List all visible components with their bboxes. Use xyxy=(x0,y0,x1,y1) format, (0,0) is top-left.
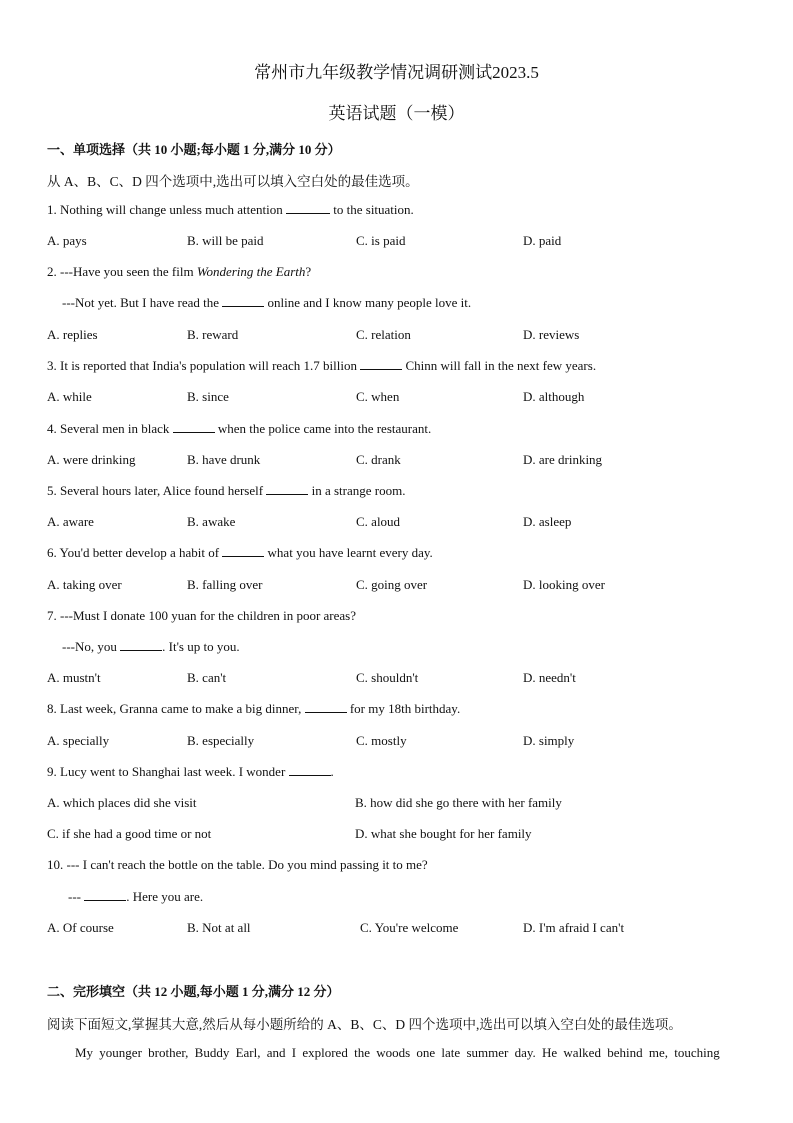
option-d: D. what she bought for her family xyxy=(355,826,532,841)
option-a: A. Of course xyxy=(47,920,114,935)
exam-title: 常州市九年级教学情况调研测试2023.5 xyxy=(254,63,539,82)
answer-blank xyxy=(266,483,308,495)
question-7 xyxy=(47,608,356,624)
option-d: D. although xyxy=(523,389,585,404)
question-5-stem-end: in a strange room. xyxy=(311,483,406,498)
option-c: C. aloud xyxy=(356,514,401,529)
answer-blank xyxy=(222,295,264,307)
question-2-options xyxy=(47,327,747,345)
option-a: A. were drinking xyxy=(47,452,136,467)
question-9-stem-end: . xyxy=(330,764,334,779)
section1-instruction: 从 A、B、C、D 四个选项中,选出可以填入空白处的最佳选项。 xyxy=(47,174,419,189)
option-c: C. is paid xyxy=(356,233,406,248)
question-4-options xyxy=(47,452,747,470)
question-1-options xyxy=(47,233,747,251)
question-9-stem: 9. Lucy went to Shanghai last week. I wonder xyxy=(47,764,286,779)
option-a: A. taking over xyxy=(47,577,122,592)
section1-heading: 一、单项选择（共 10 小题;每小题 1 分,满分 10 分） xyxy=(47,142,341,157)
option-b: B. will be paid xyxy=(187,233,264,248)
question-2-stem-end: ? xyxy=(305,264,312,279)
question-7-stem: 7. ---Must I donate 100 yuan for the children in poor areas? xyxy=(47,608,357,623)
question-6-stem-end: what you have learnt every day. xyxy=(267,545,433,560)
exam-subtitle: 英语试题（一模） xyxy=(328,104,465,123)
question-9-options-row1 xyxy=(47,795,747,813)
option-c: C. when xyxy=(356,389,400,404)
question-1-stem: 1. Nothing will change unless much attention xyxy=(47,202,283,217)
question-6-options xyxy=(47,577,747,595)
option-d: D. needn't xyxy=(523,670,576,685)
option-a: A. mustn't xyxy=(47,670,101,685)
question-3-stem: 3. It is reported that India's population will reach 1.7 billion xyxy=(47,358,357,373)
answer-blank xyxy=(173,421,215,433)
option-c: C. You're welcome xyxy=(360,920,459,935)
option-b: B. Not at all xyxy=(187,920,251,935)
question-10-reply xyxy=(68,889,203,905)
section2-heading: 二、完形填空（共 12 小题,每小题 1 分,满分 12 分） xyxy=(47,984,340,999)
question-4 xyxy=(47,421,431,437)
answer-blank xyxy=(289,764,331,776)
option-c: C. mostly xyxy=(356,733,407,748)
option-d: D. reviews xyxy=(523,327,580,342)
question-1 xyxy=(47,202,414,218)
question-2-stem: 2. ---Have you seen the film xyxy=(47,264,197,279)
question-9 xyxy=(47,764,334,780)
question-3 xyxy=(47,358,596,374)
question-2-reply-end: online and I know many people love it. xyxy=(267,295,472,310)
option-b: B. how did she go there with her family xyxy=(355,795,562,810)
question-8-stem: 8. Last week, Granna came to make a big dinner, xyxy=(47,701,302,716)
option-a: A. aware xyxy=(47,514,94,529)
film-title: Wondering the Earth xyxy=(196,264,306,279)
cloze-passage: My younger brother, Buddy Earl, and I explored the woods one late summer day. He walked behind me, touching xyxy=(75,1045,720,1060)
option-c: C. going over xyxy=(356,577,428,592)
option-b: B. reward xyxy=(187,327,239,342)
question-6 xyxy=(47,545,433,561)
option-b: B. have drunk xyxy=(187,452,261,467)
question-10-stem: 10. --- I can't reach the bottle on the table. Do you mind passing it to me? xyxy=(47,857,428,872)
question-6-stem: 6. You'd better develop a habit of xyxy=(47,545,220,560)
question-3-stem-end: Chinn will fall in the next few years. xyxy=(405,358,597,373)
question-10-options xyxy=(47,920,747,938)
question-7-reply-start: ---No, you xyxy=(62,639,117,654)
answer-blank xyxy=(286,202,330,214)
option-a: A. while xyxy=(47,389,92,404)
option-c: C. drank xyxy=(356,452,401,467)
question-10-reply-start: --- xyxy=(68,889,81,904)
question-4-stem-end: when the police came into the restaurant. xyxy=(217,421,432,436)
answer-blank xyxy=(120,639,162,651)
question-7-reply-end: . It's up to you. xyxy=(162,639,240,654)
question-2-reply-start: ---Not yet. But I have read the xyxy=(62,295,220,310)
question-2 xyxy=(47,264,311,280)
option-d: D. are drinking xyxy=(523,452,603,467)
answer-blank xyxy=(360,358,402,370)
option-a: A. replies xyxy=(47,327,98,342)
option-d: D. looking over xyxy=(523,577,605,592)
option-b: B. can't xyxy=(187,670,227,685)
option-b: B. especially xyxy=(187,733,255,748)
question-1-stem-end: to the situation. xyxy=(333,202,414,217)
option-d: D. paid xyxy=(523,233,562,248)
option-b: B. awake xyxy=(187,514,236,529)
question-9-options-row2 xyxy=(47,826,747,844)
option-a: A. specially xyxy=(47,733,110,748)
question-7-options xyxy=(47,670,747,688)
option-c: C. shouldn't xyxy=(356,670,419,685)
question-8 xyxy=(47,701,460,717)
question-8-options xyxy=(47,733,747,751)
question-8-stem-end: for my 18th birthday. xyxy=(349,701,461,716)
option-c: C. relation xyxy=(356,327,411,342)
option-c: C. if she had a good time or not xyxy=(47,826,212,841)
option-a: A. pays xyxy=(47,233,87,248)
answer-blank xyxy=(305,701,347,713)
option-b: B. falling over xyxy=(187,577,263,592)
question-10 xyxy=(47,857,428,873)
option-d: D. I'm afraid I can't xyxy=(523,920,625,935)
section2-instruction: 阅读下面短文,掌握其大意,然后从每小题所给的 A、B、C、D 四个选项中,选出可以填入空白处的最佳选项。 xyxy=(47,1017,682,1032)
question-10-reply-end: . Here you are. xyxy=(126,889,204,904)
question-5-options xyxy=(47,514,747,532)
option-b: B. since xyxy=(187,389,229,404)
answer-blank xyxy=(84,889,126,901)
question-4-stem: 4. Several men in black xyxy=(47,421,170,436)
question-2-reply xyxy=(62,295,471,311)
option-d: D. simply xyxy=(523,733,575,748)
question-5 xyxy=(47,483,405,499)
question-3-options xyxy=(47,389,747,407)
question-7-reply xyxy=(62,639,240,655)
option-a: A. which places did she visit xyxy=(47,795,197,810)
option-d: D. asleep xyxy=(523,514,572,529)
answer-blank xyxy=(222,545,264,557)
question-5-stem: 5. Several hours later, Alice found herself xyxy=(47,483,264,498)
